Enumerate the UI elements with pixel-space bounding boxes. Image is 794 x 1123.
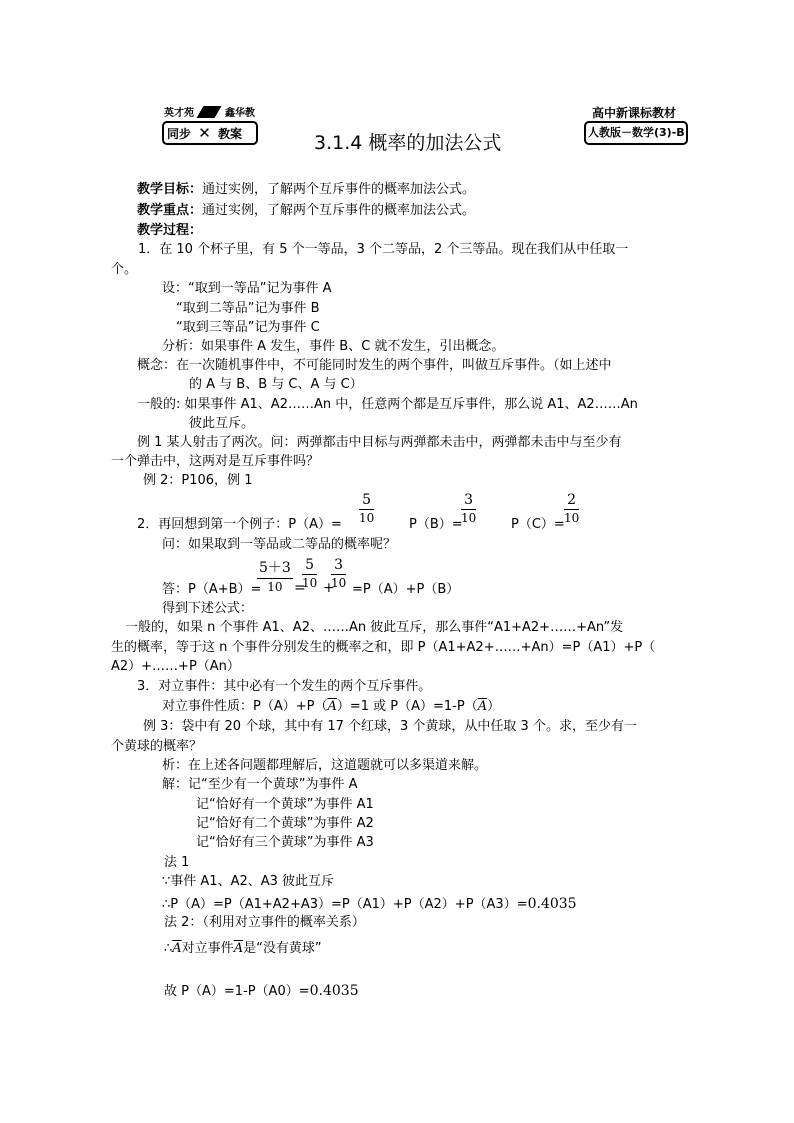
logo-top-left: 英才苑 [164, 108, 194, 119]
s1-ex1-2: 一个弹击中，这两对是互斥事件吗？ [111, 454, 320, 469]
frac-b [461, 492, 476, 525]
s2-question: 问：如果取到一等品或二等品的概率呢？ [162, 537, 397, 552]
s1-ex2: 例 2：P106，例 1 [143, 473, 253, 488]
ans-frac-1-den: 10 [257, 578, 293, 594]
s3-hence [164, 982, 359, 1001]
s1-analysis: 分析：如果事件 A 发生，事件 B、C 就不发生，引出概念。 [162, 339, 505, 354]
s3-therefore2-post: 是“没有黄球” [243, 941, 322, 956]
process-label: 教学过程： [137, 223, 203, 238]
quill-icon [197, 106, 222, 118]
s3-ex3-1: 例 3：袋中有 20 个球，其中有 17 个红球，3 个黄球，从中任取 3 个。求，至少有一 [143, 719, 637, 734]
s2-gen1: 一般的，如果 n 个事件 A1、A2、……An 彼此互斥，那么事件“A1+A2+……+An”发 [125, 620, 624, 635]
a-bar-1: $\overline{A}$ [327, 699, 337, 714]
s2-pc: P（C）= [511, 517, 565, 532]
ans-frac-1 [257, 557, 293, 594]
s1-general2: 彼此互斥。 [189, 416, 255, 431]
ans-frac-1-num: 5＋3 [259, 560, 291, 576]
s3-prop-a: 对立事件性质：P（A）+P（ [162, 699, 328, 714]
key-text: 通过实例，了解两个互斥事件的概率加法公式。 [202, 203, 476, 218]
frac-a-num: 5 [362, 492, 372, 508]
s3-hence-text: 故 P（A）=1-P（A0）= [164, 984, 310, 999]
header-right-top: 高中新课标教材 [592, 106, 677, 120]
s3-sol2: 记“恰好有一个黄球”为事件 A1 [196, 797, 374, 812]
s3-sol1: 解：记“至少有一个黄球”为事件 A [162, 777, 358, 792]
ans-frac-2-num: 5 [305, 557, 315, 573]
s2-ans-tail: =P（A）+P（B） [352, 582, 460, 597]
frac-b-num: 3 [464, 492, 474, 508]
ans-plus: + [323, 580, 335, 596]
logo-top-right: 鑫华教 [224, 108, 255, 119]
a-bar-3: $\overline{A}$ [172, 941, 182, 956]
s3-prop-b: ）=1 或 P（A）=1-P（ [336, 699, 478, 714]
frac-a [359, 492, 374, 525]
s3-title: 3．对立事件：其中必有一个发生的两个互斥事件。 [137, 679, 432, 694]
a-bar-4: $\overline{A}$ [233, 941, 244, 956]
s1-set-b: “取到二等品”记为事件 B [176, 301, 320, 316]
s3-prop-c: ） [487, 699, 501, 714]
logo-bottom-text [167, 124, 242, 142]
s3-therefore1 [162, 895, 577, 914]
s3-ex3-2: 个黄球的概率？ [111, 739, 203, 754]
page-title: 3.1.4 概率的加法公式 [314, 132, 502, 154]
s1-set-a: 设：“取到一等品”记为事件 A [162, 281, 332, 296]
goal-label: 教学目标： [137, 182, 203, 197]
frac-b-den: 10 [461, 511, 477, 525]
s1-set-c: “取到三等品”记为事件 C [176, 320, 320, 335]
s1-concept1: 概念：在一次随机事件中，不可能同时发生的两个事件，叫做互斥事件。（如上述中 [137, 358, 612, 373]
s1-line2: 个。 [111, 262, 138, 277]
x-icon: ✕ [198, 124, 211, 142]
s3-value2: 0.4035 [309, 983, 359, 999]
objective-line [137, 181, 475, 199]
a-bar-2: $\overline{A}$ [477, 699, 488, 714]
frac-c [564, 492, 579, 525]
header-right-box: 人教版－数学(3)-B [588, 126, 685, 139]
s3-analysis: 析：在上述各问题都理解后，这道题就可以多渠道来解。 [162, 758, 488, 773]
logo-top-text [164, 104, 255, 119]
frac-c-den: 10 [564, 511, 580, 525]
s1-general1: 一般的: 如果事件 A1、A2……An 中，任意两个都是互斥事件，那么说 A1、A2……An [137, 397, 638, 412]
logo-bottom-left: 同步 [167, 127, 192, 141]
ans-frac-2 [302, 557, 317, 590]
s2-gen2: 生的概率，等于这 n 个事件分别发生的概率之和，即 P（A1+A2+……+An）=P（A1）+P（ [111, 640, 656, 655]
ans-frac-2-den: 10 [302, 576, 318, 590]
s3-value1: 0.4035 [527, 896, 577, 912]
s2-pb: P（B）= [409, 517, 463, 532]
s3-sol3: 记“恰好有二个黄球”为事件 A2 [196, 816, 374, 831]
s3-therefore2-pre: ∴ [164, 941, 173, 956]
frac-c-num: 2 [567, 492, 577, 508]
s3-sol4: 记“恰好有三个黄球”为事件 A3 [196, 835, 374, 850]
s2-formula-lead: 得到下述公式： [162, 601, 254, 616]
s2-gen3: A2）+……+P（An） [111, 659, 240, 674]
s3-because: ∵事件 A1、A2、A3 彼此互斥 [162, 874, 335, 889]
key-label: 教学重点： [137, 203, 203, 218]
ans-frac-3-den: 10 [331, 576, 347, 590]
ans-frac-3 [331, 557, 346, 590]
s3-therefore2 [164, 940, 322, 958]
key-line [137, 202, 475, 220]
s2-lead: 2．再回想到第一个例子：P（A）= [137, 517, 342, 532]
s3-therefore2-mid: 对立事件 [181, 941, 234, 956]
goal-text: 通过实例，了解两个互斥事件的概率加法公式。 [202, 182, 476, 197]
s1-concept2: 的 A 与 B、B 与 C、A 与 C） [189, 377, 363, 392]
s1-line1: 1．在 10 个杯子里，有 5 个一等品，3 个二等品，2 个三等品。现在我们从中任取一 [138, 242, 629, 257]
s3-therefore1-text: ∴P（A）=P（A1+A2+A3）=P（A1）+P（A2）+P（A3）= [162, 897, 528, 912]
logo-bottom-right: 教案 [217, 127, 242, 141]
s3-method1: 法 1 [164, 855, 190, 870]
s1-ex1-1: 例 1 某人射击了两次。问：两弹都击中目标与两弹都未击中，两弹都未击中与至少有 [137, 435, 622, 450]
s2-ans-lead: 答：P（A+B）= [162, 582, 262, 597]
ans-frac-3-num: 3 [334, 557, 344, 573]
frac-a-den: 10 [359, 511, 375, 525]
s3-property [162, 698, 500, 716]
ans-eq: = [294, 580, 306, 596]
s3-method2: 法 2：（利用对立事件的概率关系） [164, 915, 365, 930]
